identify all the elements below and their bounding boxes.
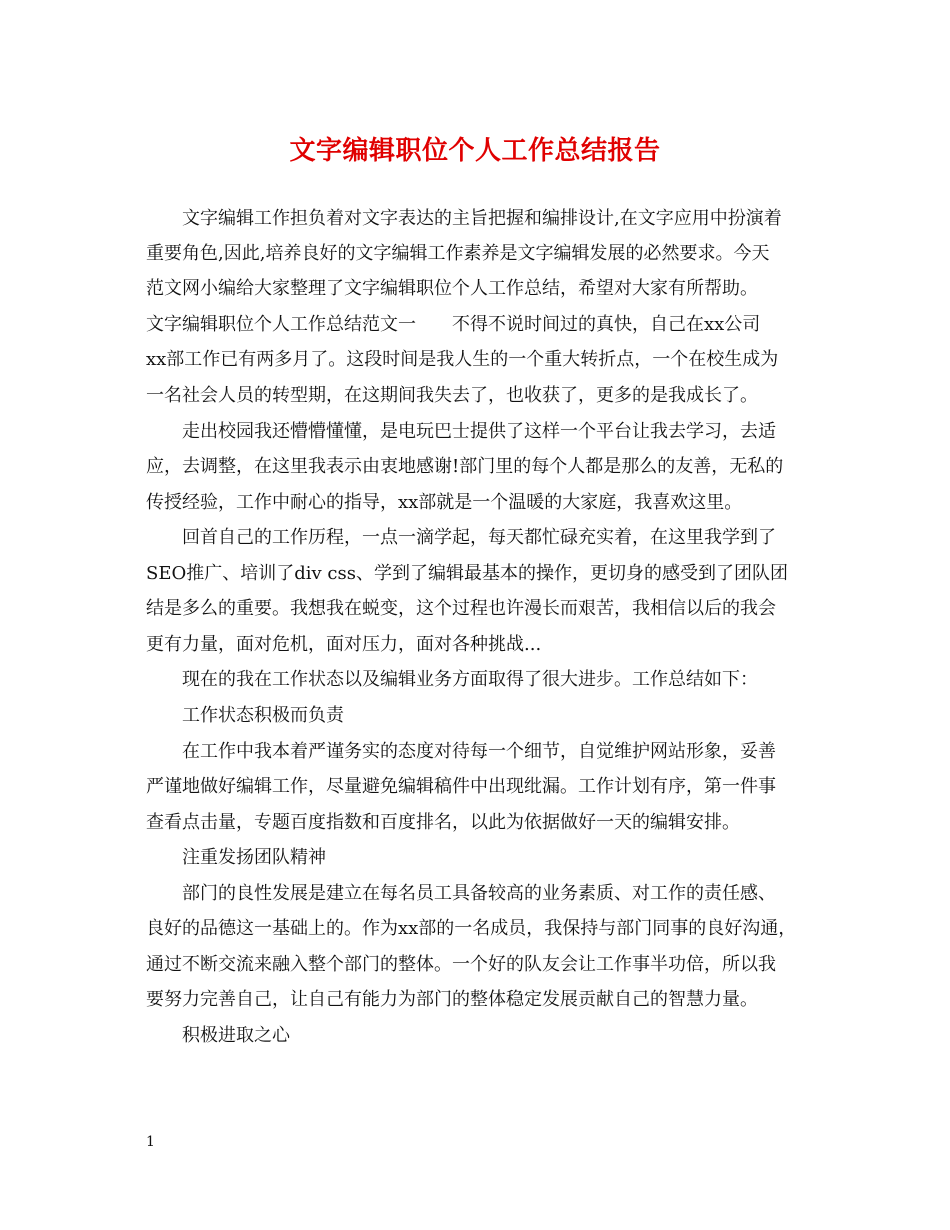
page-number: 1 bbox=[146, 1134, 155, 1150]
body-line: 更有力量，面对危机，面对压力，面对各种挑战... bbox=[146, 634, 542, 655]
body-line: 传授经验，工作中耐心的指导，xx部就是一个温暖的大家庭，我喜欢这里。 bbox=[146, 492, 743, 513]
body-line: 重要角色,因此,培养良好的文字编辑工作素养是文字编辑发展的必然要求。今天 bbox=[146, 243, 770, 264]
body-line: 通过不断交流来融入整个部门的整体。一个好的队友会让工作事半功倍，所以我 bbox=[146, 954, 776, 975]
body-line: 一名社会人员的转型期，在这期间我失去了，也收获了，更多的是我成长了。 bbox=[146, 385, 758, 406]
body-line: 走出校园我还懵懵懂懂，是电玩巴士提供了这样一个平台让我去学习，去适 bbox=[182, 421, 776, 442]
section-heading: 工作状态积极而负责 bbox=[182, 705, 344, 726]
body-line: 查看点击量，专题百度指数和百度排名，以此为依据做好一天的编辑安排。 bbox=[146, 812, 740, 833]
body-line: 现在的我在工作状态以及编辑业务方面取得了很大进步。工作总结如下： bbox=[182, 669, 758, 690]
section-heading: 积极进取之心 bbox=[182, 1025, 290, 1046]
section-heading: 注重发扬团队精神 bbox=[182, 847, 326, 868]
body-line: SEO推广、培训了div css、学到了编辑最基本的操作，更切身的感受到了团队团 bbox=[146, 563, 788, 584]
body-line: 回首自己的工作历程，一点一滴学起，每天都忙碌充实着，在这里我学到了 bbox=[182, 527, 776, 548]
body-line: 应，去调整，在这里我表示由衷地感谢!部门里的每个人都是那么的友善，无私的 bbox=[146, 456, 784, 477]
body-line: 严谨地做好编辑工作，尽量避免编辑稿件中出现纰漏。工作计划有序，第一件事 bbox=[146, 776, 776, 797]
body-line: 文字编辑工作担负着对文字表达的主旨把握和编排设计,在文字应用中扮演着 bbox=[182, 208, 782, 229]
document-title: 文字编辑职位个人工作总结报告 bbox=[289, 136, 661, 166]
body-line: 要努力完善自己，让自己有能力为部门的整体稳定发展贡献自己的智慧力量。 bbox=[146, 989, 758, 1010]
body-line: 在工作中我本着严谨务实的态度对待每一个细节，自觉维护网站形象，妥善 bbox=[182, 741, 776, 762]
body-line: 结是多么的重要。我想我在蜕变，这个过程也许漫长而艰苦，我相信以后的我会 bbox=[146, 598, 776, 619]
body-line: 良好的品德这一基础上的。作为xx部的一名成员，我保持与部门同事的良好沟通， bbox=[146, 918, 797, 939]
body-line: 部门的良性发展是建立在每名员工具备较高的业务素质、对工作的责任感、 bbox=[182, 883, 776, 904]
body-line: 范文网小编给大家整理了文字编辑职位个人工作总结，希望对大家有所帮助。 bbox=[146, 278, 758, 299]
body-line: xx部工作已有两多月了。这段时间是我人生的一个重大转折点，一个在校生成为 bbox=[146, 349, 779, 370]
body-line: 文字编辑职位个人工作总结范文一 不得不说时间过的真快，自己在xx公司 bbox=[146, 314, 761, 335]
